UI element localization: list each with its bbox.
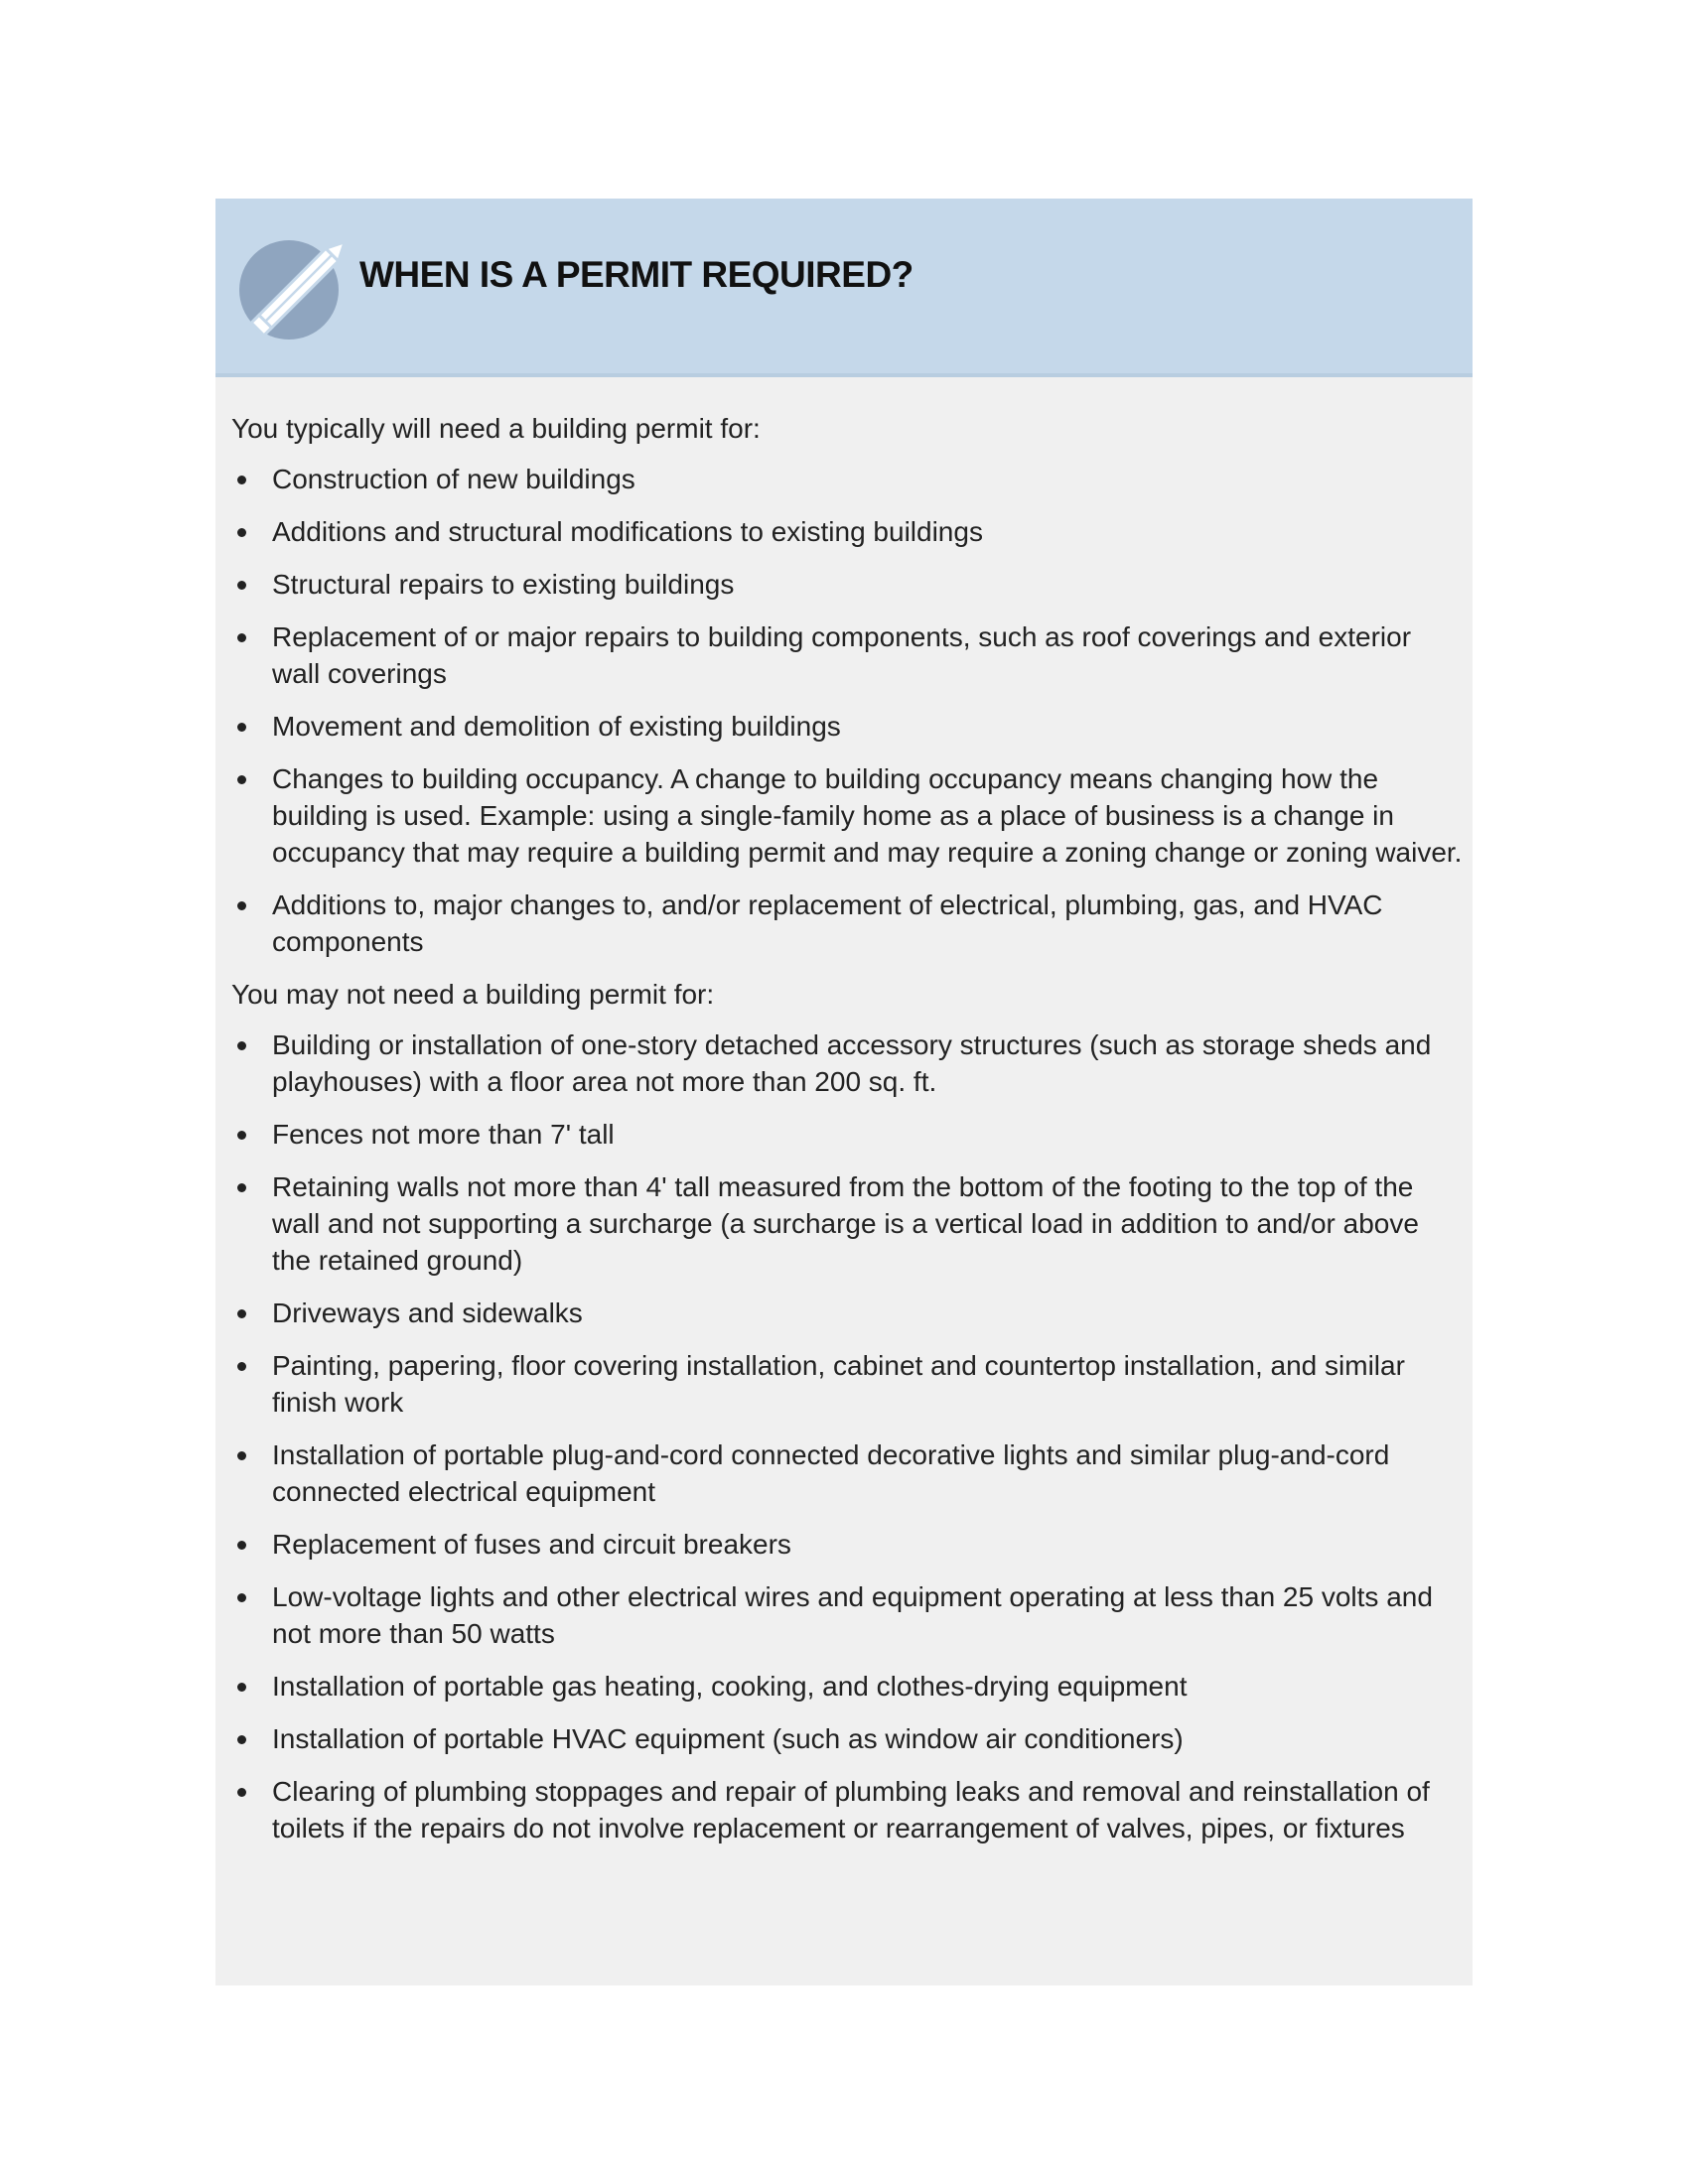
list-item: Installation of portable plug-and-cord connected decorative lights and similar plug-and-cord connected electrical equipment [231, 1436, 1463, 1510]
list-item: Fences not more than 7' tall [231, 1116, 1463, 1153]
list-item: Driveways and sidewalks [231, 1295, 1463, 1331]
list-item: Low-voltage lights and other electrical wires and equipment operating at less than 25 volts and not more than 50 watts [231, 1578, 1463, 1652]
permit-info-card [215, 199, 1473, 1985]
required-intro: You typically will need a building permit for: [231, 413, 761, 444]
card-body [231, 410, 1463, 1862]
list-item: Retaining walls not more than 4' tall measured from the bottom of the footing to the top of the wall and not supporting a surcharge (a surcharge is a vertical load in addition to and/or above the retained ground) [231, 1168, 1463, 1279]
required-list [231, 461, 1463, 960]
not-required-intro: You may not need a building permit for: [231, 979, 715, 1010]
list-item: Clearing of plumbing stoppages and repair of plumbing leaks and removal and reinstallation of toilets if the repairs do not involve replacement or rearrangement of valves, pipes, or fixtures [231, 1773, 1463, 1846]
pencil-circle-icon [237, 220, 366, 349]
list-item: Replacement of fuses and circuit breakers [231, 1526, 1463, 1563]
list-item: Replacement of or major repairs to building components, such as roof coverings and exterior wall coverings [231, 618, 1463, 692]
card-title: WHEN IS A PERMIT REQUIRED? [359, 254, 914, 295]
list-item: Movement and demolition of existing buildings [231, 708, 1463, 745]
list-item: Additions to, major changes to, and/or replacement of electrical, plumbing, gas, and HVAC components [231, 887, 1463, 960]
list-item: Changes to building occupancy. A change to building occupancy means changing how the building is used. Example: using a single-family home as a place of business is a change in occupancy that may require a building permit and may require a zoning change or zoning waiver. [231, 760, 1463, 871]
list-item: Installation of portable gas heating, cooking, and clothes-drying equipment [231, 1668, 1463, 1705]
list-item: Structural repairs to existing buildings [231, 566, 1463, 603]
list-item: Building or installation of one-story detached accessory structures (such as storage sheds and playhouses) with a floor area not more than 200 sq. ft. [231, 1026, 1463, 1100]
list-item: Construction of new buildings [231, 461, 1463, 497]
list-item: Painting, papering, floor covering installation, cabinet and countertop installation, and similar finish work [231, 1347, 1463, 1421]
not-required-list [231, 1026, 1463, 1846]
card-header [215, 199, 1473, 377]
list-item: Additions and structural modifications to existing buildings [231, 513, 1463, 550]
list-item: Installation of portable HVAC equipment (such as window air conditioners) [231, 1720, 1463, 1757]
